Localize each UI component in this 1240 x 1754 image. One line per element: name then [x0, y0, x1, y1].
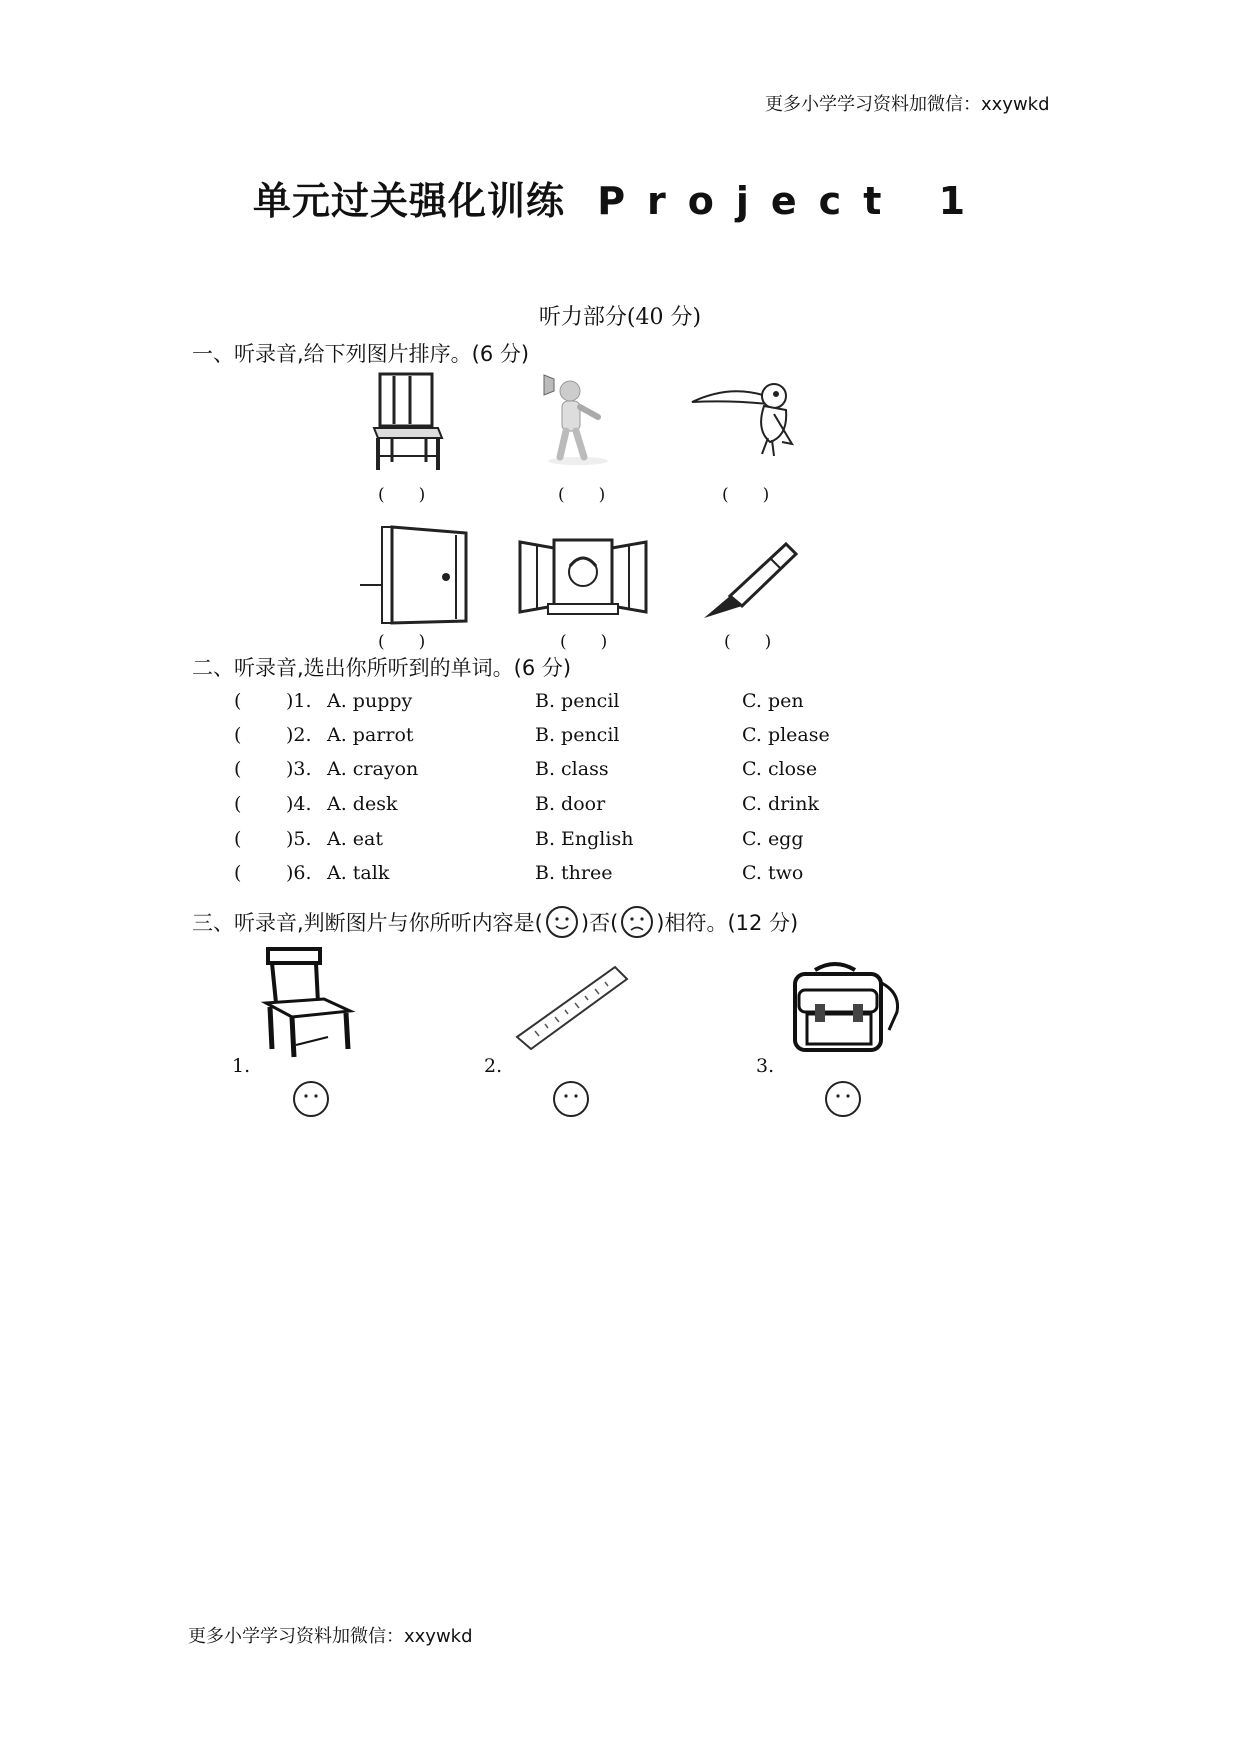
option-b[interactable]: B. three [535, 862, 613, 884]
answer-open-paren[interactable]: ( [234, 793, 242, 815]
title-project: Project 1 [597, 179, 988, 223]
backpack-icon [785, 960, 905, 1055]
answer-open-paren[interactable]: ( [234, 758, 242, 780]
answer-open-paren[interactable]: ( [234, 862, 242, 884]
option-a[interactable]: A. desk [327, 793, 398, 815]
ruler-icon [515, 965, 630, 1050]
title-main: 单元过关强化训练 [252, 179, 565, 223]
option-c[interactable]: C. two [742, 862, 804, 884]
chair-icon [372, 372, 444, 472]
question-number: )1. [286, 690, 312, 712]
option-c[interactable]: C. close [742, 758, 818, 780]
option-c[interactable]: C. please [742, 724, 830, 746]
question-number: )6. [286, 862, 312, 884]
answer-paren[interactable]: ( ) [722, 485, 770, 505]
answer-open-paren[interactable]: ( [234, 828, 242, 850]
page-title [0, 170, 1240, 225]
option-b[interactable]: B. pencil [535, 690, 620, 712]
window-icon [518, 538, 648, 618]
answer-paren[interactable]: ( ) [560, 632, 608, 652]
section3-heading-pre: 三、听录音,判断图片与你所听内容是( [192, 911, 543, 935]
part-heading: 听力部分(40 分) [538, 305, 702, 330]
item-number: 3. [756, 1055, 775, 1077]
answer-face-icon[interactable] [824, 1080, 862, 1118]
door-icon [360, 525, 470, 625]
option-c[interactable]: C. egg [742, 828, 804, 850]
option-a[interactable]: A. crayon [327, 758, 419, 780]
option-b[interactable]: B. class [535, 758, 609, 780]
question-number: )3. [286, 758, 312, 780]
question-number: )5. [286, 828, 312, 850]
answer-face-icon[interactable] [552, 1080, 590, 1118]
answer-face-icon[interactable] [292, 1080, 330, 1118]
answer-paren[interactable]: ( ) [378, 485, 426, 505]
item-number: 2. [484, 1055, 503, 1077]
option-a[interactable]: A. talk [327, 862, 390, 884]
megaphone-person-icon [540, 375, 615, 465]
answer-paren[interactable]: ( ) [558, 485, 606, 505]
header-note: 更多小学学习资料加微信：xxywkd [765, 94, 1050, 115]
section2-heading: 二、听录音,选出你所听到的单词。(6 分) [192, 656, 572, 680]
answer-paren[interactable]: ( ) [724, 632, 772, 652]
section3-heading [192, 905, 798, 939]
bird-icon [690, 380, 800, 460]
option-b[interactable]: B. door [535, 793, 606, 815]
smile-icon [545, 905, 579, 939]
option-a[interactable]: A. puppy [327, 690, 413, 712]
pen-icon [700, 540, 800, 620]
option-a[interactable]: A. parrot [327, 724, 414, 746]
frown-icon [620, 905, 654, 939]
section1-heading: 一、听录音,给下列图片排序。(6 分) [192, 342, 530, 366]
option-b[interactable]: B. English [535, 828, 634, 850]
section3-heading-mid: )否( [580, 911, 619, 935]
chair-icon [262, 945, 357, 1060]
item-number: 1. [232, 1055, 251, 1077]
option-a[interactable]: A. eat [327, 828, 384, 850]
section3-heading-post: )相符。(12 分) [656, 911, 799, 935]
answer-open-paren[interactable]: ( [234, 724, 242, 746]
option-b[interactable]: B. pencil [535, 724, 620, 746]
answer-paren[interactable]: ( ) [378, 632, 426, 652]
option-c[interactable]: C. drink [742, 793, 820, 815]
question-number: )4. [286, 793, 312, 815]
answer-open-paren[interactable]: ( [234, 690, 242, 712]
footer-note: 更多小学学习资料加微信：xxywkd [188, 1626, 473, 1647]
option-c[interactable]: C. pen [742, 690, 804, 712]
question-number: )2. [286, 724, 312, 746]
